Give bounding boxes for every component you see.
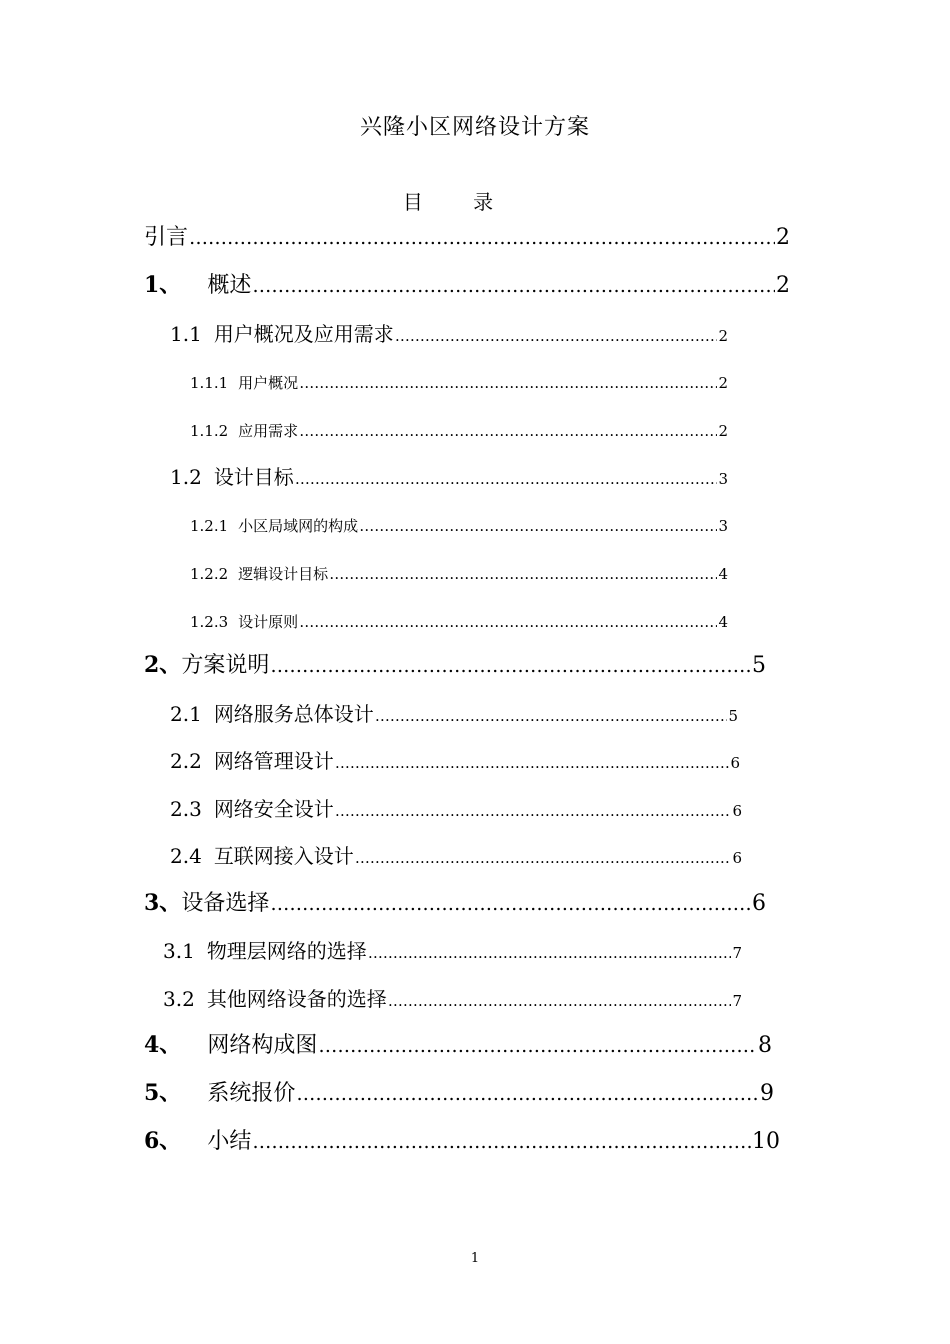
- toc-leader: [295, 470, 718, 488]
- toc-entry-label: 小结: [207, 1129, 252, 1154]
- toc-entry-page: 6: [732, 802, 742, 820]
- toc-entry-4[interactable]: [144, 1028, 772, 1059]
- toc-entry-number: 1.2.2: [190, 565, 229, 583]
- toc-leader: [318, 1035, 757, 1057]
- toc-entry-2-2[interactable]: [170, 745, 740, 774]
- toc-entry-3-2[interactable]: [163, 983, 742, 1012]
- toc-entry-label: 用户概况: [238, 374, 299, 392]
- toc-entry-number: 1.1.1: [190, 374, 229, 392]
- toc-entry-number: 1.2.1: [190, 517, 229, 535]
- toc-entry-1-1-2[interactable]: [190, 420, 728, 441]
- toc-entry-number: 3.2: [163, 987, 195, 1011]
- toc-entry-label: 网络安全设计: [213, 797, 334, 821]
- toc-entry-page: 3: [718, 470, 728, 488]
- toc-entry-page: 10: [752, 1129, 780, 1154]
- toc-entry-number: 2.4: [170, 844, 202, 868]
- toc-entry-1-2-3[interactable]: [190, 611, 728, 632]
- toc-leader: [335, 754, 730, 772]
- toc-entry-label: 互联网接入设计: [213, 844, 354, 868]
- toc-entry-page: 5: [728, 707, 738, 725]
- toc-entry-number: 1、: [144, 272, 182, 298]
- toc-entry-number: 3、: [144, 890, 182, 916]
- toc-entry-label: 概述: [207, 273, 252, 298]
- toc-leader: [359, 517, 717, 535]
- toc-entry-number: 2.1: [170, 702, 202, 726]
- toc-entry-number: 2、: [144, 652, 182, 678]
- document-title: 兴隆小区网络设计方案: [359, 115, 590, 140]
- toc-leader: [299, 613, 717, 631]
- toc-entry-page: 4: [718, 565, 728, 583]
- toc-entry-page: 7: [732, 992, 742, 1010]
- toc-leader: [299, 422, 717, 440]
- toc-entry-number: 1.1: [170, 322, 202, 346]
- toc-entry-page: 9: [760, 1081, 774, 1106]
- toc-leader: [375, 707, 728, 725]
- toc-leader: [299, 374, 717, 392]
- toc-entry-number: 6、: [144, 1128, 182, 1154]
- toc-entry-page: 2: [718, 327, 728, 345]
- toc-entry-page: 4: [718, 613, 728, 631]
- toc-entry-2-1[interactable]: [170, 698, 738, 727]
- toc-entry-2-4[interactable]: [170, 840, 742, 869]
- toc-entry-6[interactable]: [144, 1124, 780, 1155]
- toc-entry-number: 2.2: [170, 749, 202, 773]
- toc-entry-label: 网络服务总体设计: [213, 702, 374, 726]
- toc-entry-number: 1.2: [170, 465, 202, 489]
- toc-entry-1-2-1[interactable]: [190, 515, 728, 536]
- toc-leader: [388, 992, 732, 1010]
- toc-leader: [252, 275, 775, 297]
- toc-entry-label: 系统报价: [207, 1081, 296, 1106]
- toc-entry-number: 1.1.2: [190, 422, 229, 440]
- toc-entry-1-1-1[interactable]: [190, 372, 728, 393]
- toc-entry-intro[interactable]: [144, 220, 790, 251]
- toc-entry-page: 6: [752, 891, 766, 916]
- toc-entry-label: 应用需求: [238, 422, 299, 440]
- toc-entry-number: 5、: [144, 1080, 182, 1106]
- toc-entry-5[interactable]: [144, 1076, 774, 1107]
- toc-leader: [270, 655, 751, 677]
- toc-entry-label: 小区局域网的构成: [238, 517, 359, 535]
- toc-entry-2-3[interactable]: [170, 793, 742, 822]
- toc-entry-1-2[interactable]: [170, 461, 728, 490]
- toc-entry-page: 2: [718, 374, 728, 392]
- toc-entry-number: 1.2.3: [190, 613, 229, 631]
- toc-leader: [252, 1131, 751, 1153]
- toc-entry-page: 2: [776, 273, 790, 298]
- toc-entry-page: 2: [718, 422, 728, 440]
- toc-entry-label: 其他网络设备的选择: [206, 987, 387, 1011]
- toc-entry-label: 设计目标: [213, 465, 294, 489]
- toc-heading: 目 录: [402, 190, 516, 214]
- toc-entry-page: 3: [718, 517, 728, 535]
- toc-entry-1[interactable]: [144, 268, 790, 299]
- toc-entry-label: 设计原则: [238, 613, 299, 631]
- toc-entry-number: 2.3: [170, 797, 202, 821]
- toc-entry-label: 引言: [144, 225, 189, 250]
- toc-leader: [368, 944, 732, 962]
- toc-entry-label: 用户概况及应用需求: [213, 322, 394, 346]
- toc-entry-label: 网络构成图: [207, 1033, 318, 1058]
- toc-leader: [270, 893, 751, 915]
- toc-entry-page: 7: [732, 944, 742, 962]
- toc-entry-3[interactable]: [144, 886, 766, 917]
- toc-leader: [395, 327, 718, 345]
- toc-entry-page: 5: [752, 653, 766, 678]
- toc-leader: [296, 1083, 759, 1105]
- toc-leader: [335, 802, 732, 820]
- toc-leader: [329, 565, 717, 583]
- toc-entry-number: 3.1: [163, 939, 195, 963]
- toc-entry-page: 2: [776, 225, 790, 250]
- toc-entry-page: 8: [758, 1033, 772, 1058]
- toc-entry-label: 设备选择: [181, 891, 270, 916]
- toc-entry-label: 方案说明: [181, 653, 270, 678]
- toc-entry-number: 4、: [144, 1032, 182, 1058]
- page-number: 1: [470, 1251, 480, 1266]
- toc-leader: [189, 227, 775, 249]
- toc-entry-2[interactable]: [144, 648, 766, 679]
- toc-entry-page: 6: [730, 754, 740, 772]
- toc-entry-page: 6: [732, 849, 742, 867]
- toc-entry-1-2-2[interactable]: [190, 563, 728, 584]
- toc-leader: [355, 849, 732, 867]
- toc-entry-3-1[interactable]: [163, 935, 742, 964]
- toc-entry-label: 逻辑设计目标: [238, 565, 329, 583]
- toc-entry-label: 物理层网络的选择: [206, 939, 367, 963]
- toc-entry-1-1[interactable]: [170, 318, 728, 347]
- toc-entry-label: 网络管理设计: [213, 749, 334, 773]
